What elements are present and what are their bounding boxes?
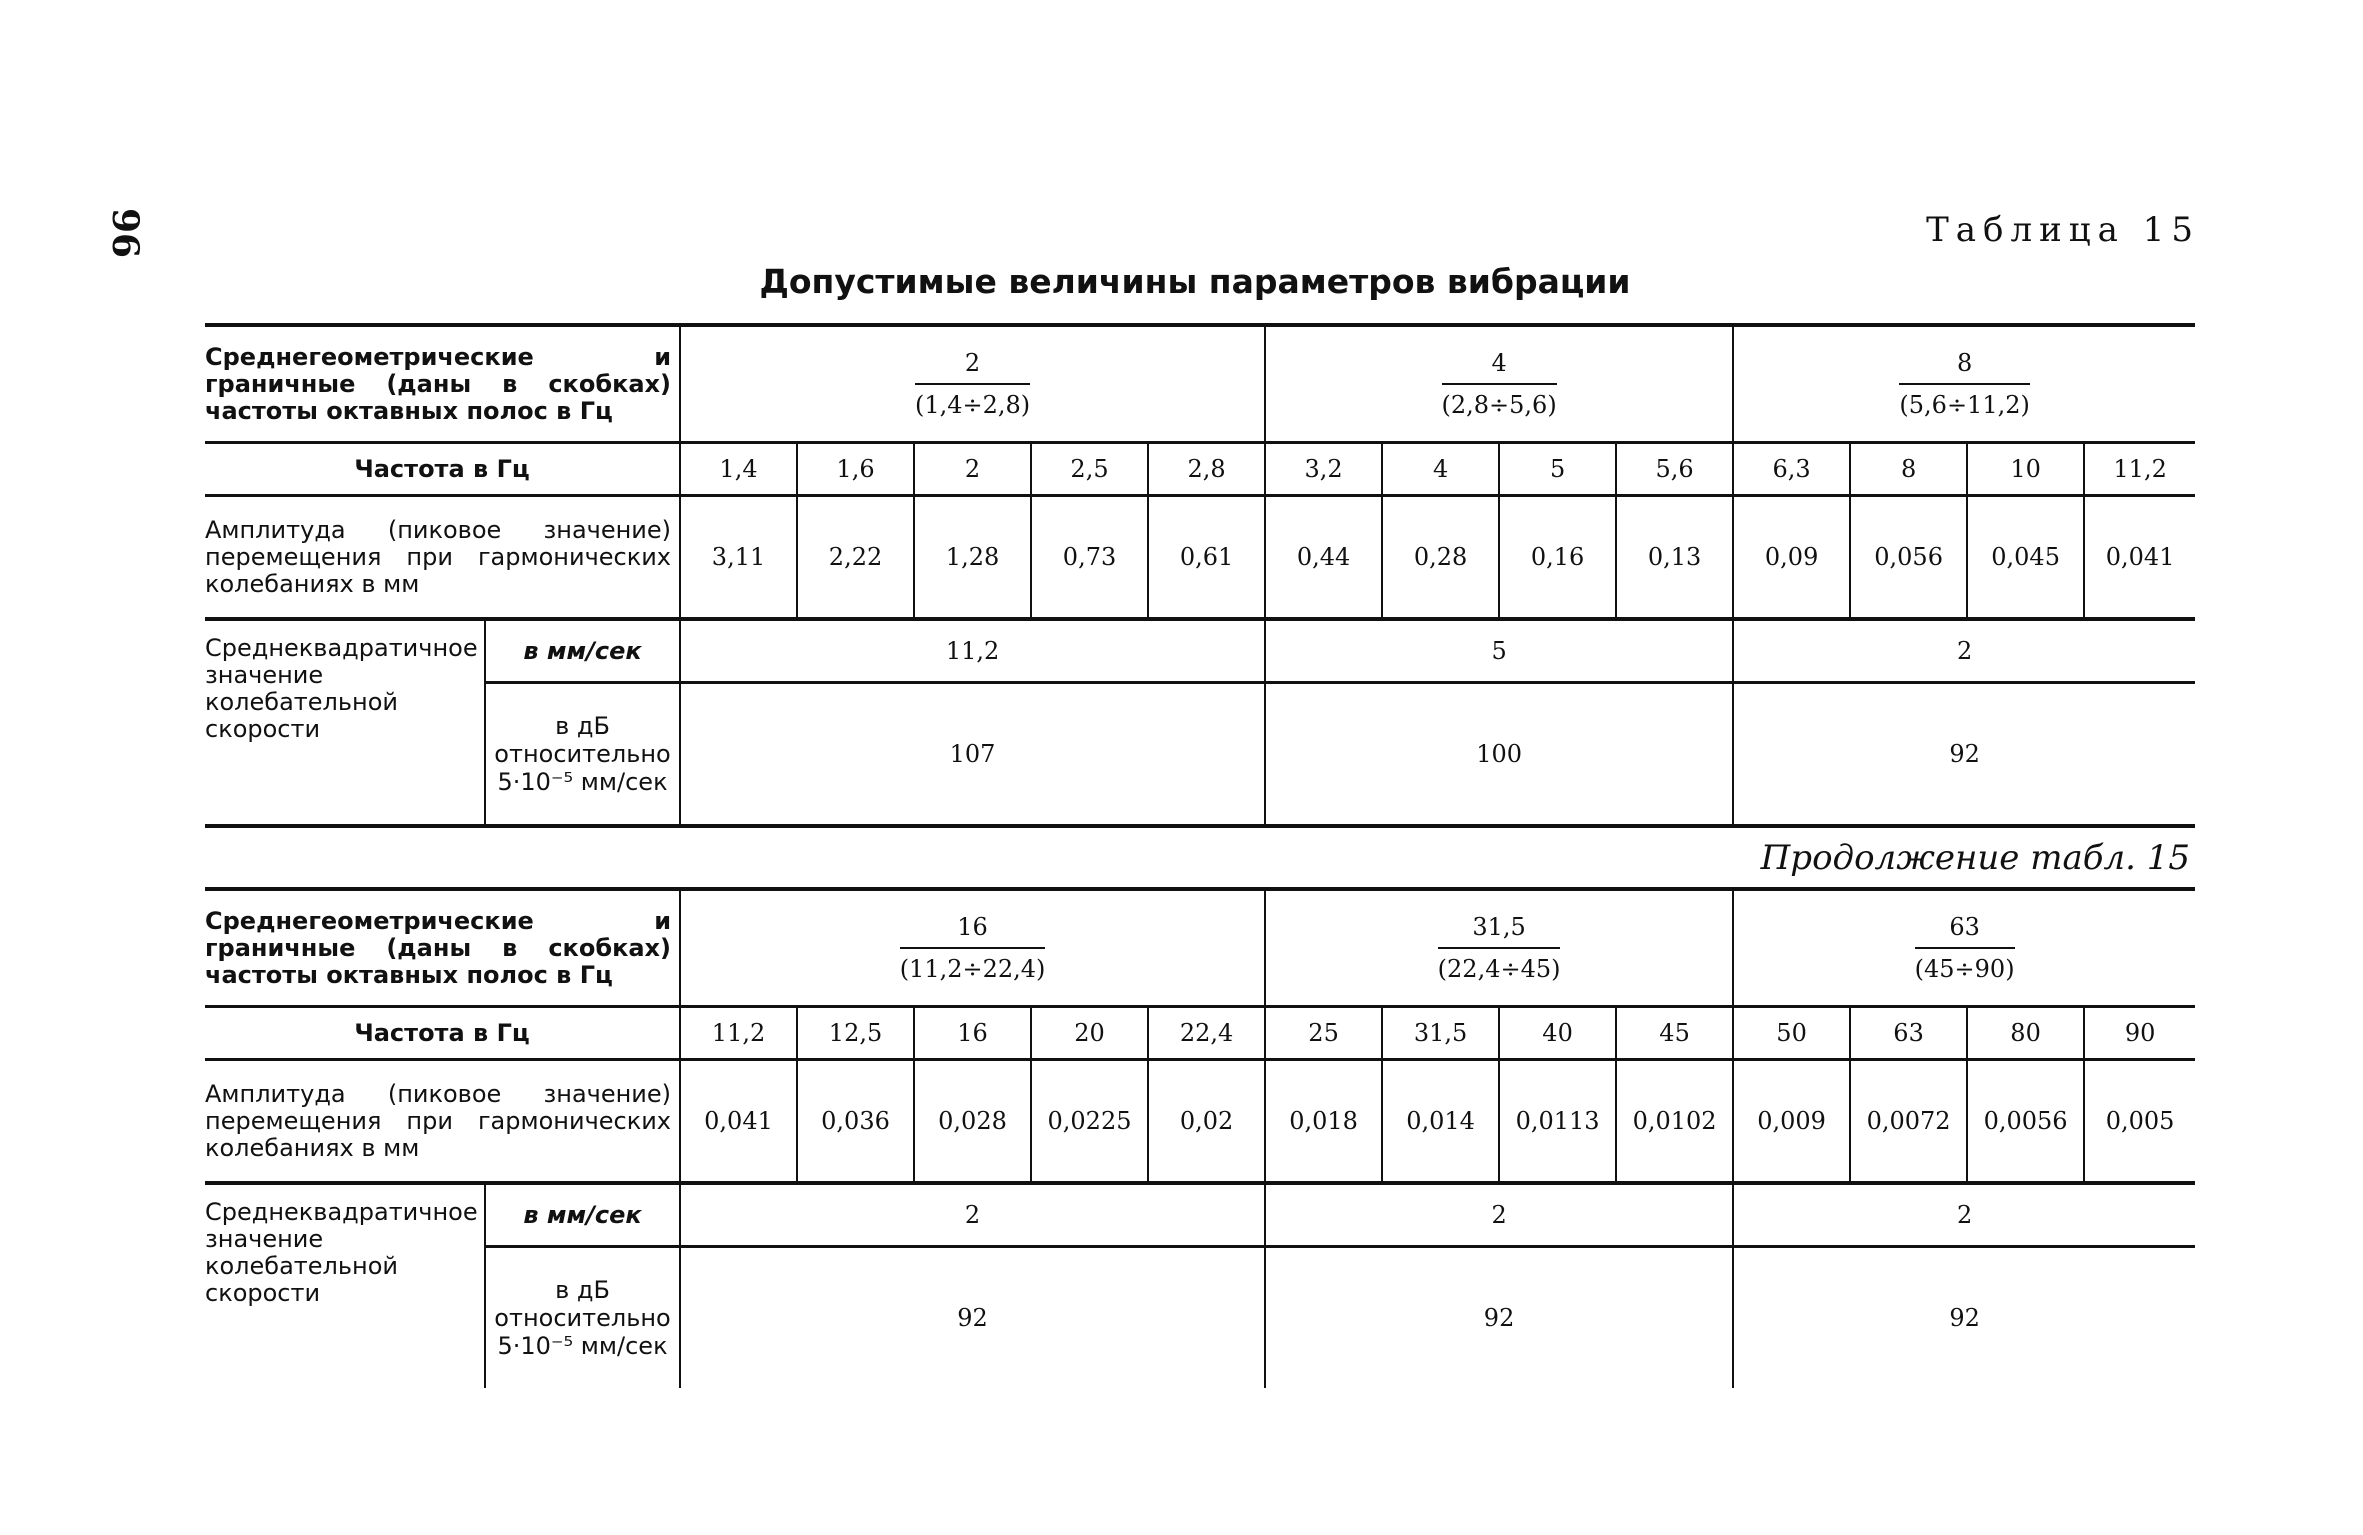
amplitude-cell: 0,44: [1265, 496, 1382, 620]
frequency-cell: 25: [1265, 1007, 1382, 1060]
velocity-db-cell: 100: [1265, 683, 1733, 827]
amplitude-cell: 0,056: [1850, 496, 1967, 620]
table-part-2: [205, 887, 2195, 1388]
amplitude-cell: 0,0072: [1850, 1060, 1967, 1184]
velocity-mm-s-cell: 5: [1265, 619, 1733, 683]
amplitude-cell: 1,28: [914, 496, 1031, 620]
amplitude-cell: 0,036: [797, 1060, 914, 1184]
table-label: Таблица 15: [1926, 210, 2200, 250]
amplitude-cell: 0,005: [2084, 1060, 2195, 1184]
amplitude-cell: 0,73: [1031, 496, 1148, 620]
frequency-cell: 5,6: [1616, 443, 1733, 496]
band-center: 31,5: [1438, 913, 1561, 949]
table-part-1: [205, 323, 2195, 828]
frequency-cell: 2,8: [1148, 443, 1265, 496]
band-range: (11,2÷22,4): [899, 955, 1046, 983]
band-fraction: [1915, 913, 2015, 983]
frequency-cell: 3,2: [1265, 443, 1382, 496]
octave-bands-label: Среднегеометрические и граничные (даны в скобках) частоты октавных полос в Гц: [205, 889, 680, 1007]
frequency-cell: 4: [1382, 443, 1499, 496]
frequency-cell: 2,5: [1031, 443, 1148, 496]
band-center: 63: [1915, 913, 2015, 949]
velocity-mm-s-cell: 2: [1733, 619, 2195, 683]
amplitude-cell: 0,16: [1499, 496, 1616, 620]
rms-velocity-label: Среднеквадратичное значение колебательной скорости: [205, 619, 485, 826]
vibration-table-2: [205, 887, 2195, 1388]
frequency-cell: 50: [1733, 1007, 1850, 1060]
amplitude-cell: 0,0056: [1967, 1060, 2084, 1184]
band-range: (5,6÷11,2): [1899, 391, 2030, 419]
frequency-cell: 40: [1499, 1007, 1616, 1060]
octave-bands-label: Среднегеометрические и граничные (даны в скобках) частоты октавных полос в Гц: [205, 325, 680, 443]
amplitude-cell: 0,0225: [1031, 1060, 1148, 1184]
velocity-db-cell: 92: [1733, 683, 2195, 827]
unit-mm-s-label: в мм/сек: [485, 619, 680, 683]
unit-db-label: в дБ относительно 5·10⁻⁵ мм/сек: [485, 683, 680, 827]
frequency-cell: 63: [1850, 1007, 1967, 1060]
frequency-cell: 10: [1967, 443, 2084, 496]
amplitude-cell: 0,045: [1967, 496, 2084, 620]
band-fraction: [900, 913, 1046, 983]
band-range: (2,8÷5,6): [1441, 391, 1557, 419]
frequency-cell: 6,3: [1733, 443, 1850, 496]
vibration-table-1: [205, 323, 2195, 828]
amplitude-label: Амплитуда (пиковое значение) перемещения при гармонических колебаниях в мм: [205, 1060, 680, 1184]
amplitude-cell: 0,02: [1148, 1060, 1265, 1184]
amplitude-cell: 0,009: [1733, 1060, 1850, 1184]
frequency-cell: 22,4: [1148, 1007, 1265, 1060]
band-cell: [1265, 325, 1733, 443]
amplitude-label: Амплитуда (пиковое значение) перемещения при гармонических колебаниях в мм: [205, 496, 680, 620]
frequency-cell: 1,4: [680, 443, 797, 496]
continuation-label: Продолжение табл. 15: [1760, 838, 2190, 878]
amplitude-cell: 0,61: [1148, 496, 1265, 620]
velocity-db-cell: 92: [680, 1247, 1265, 1389]
band-cell: [1733, 889, 2195, 1007]
band-range: (45÷90): [1914, 955, 2015, 983]
frequency-cell: 16: [914, 1007, 1031, 1060]
amplitude-cell: 0,041: [680, 1060, 797, 1184]
frequency-cell: 1,6: [797, 443, 914, 496]
amplitude-cell: 2,22: [797, 496, 914, 620]
band-fraction: [1438, 913, 1561, 983]
frequency-label: Частота в Гц: [205, 1007, 680, 1060]
page-number: 96: [104, 208, 146, 259]
band-range: (22,4÷45): [1437, 955, 1561, 983]
band-cell: [1733, 325, 2195, 443]
unit-mm-s-label: в мм/сек: [485, 1183, 680, 1247]
amplitude-cell: 0,041: [2084, 496, 2195, 620]
band-range: (1,4÷2,8): [914, 391, 1031, 419]
band-fraction: [1442, 349, 1557, 419]
band-cell: [680, 889, 1265, 1007]
band-center: 4: [1442, 349, 1557, 385]
velocity-mm-s-cell: 11,2: [680, 619, 1265, 683]
band-cell: [1265, 889, 1733, 1007]
band-cell: [680, 325, 1265, 443]
velocity-mm-s-cell: 2: [1733, 1183, 2195, 1247]
velocity-db-cell: 92: [1265, 1247, 1733, 1389]
band-fraction: [1899, 349, 2029, 419]
velocity-mm-s-cell: 2: [1265, 1183, 1733, 1247]
amplitude-cell: 3,11: [680, 496, 797, 620]
table-title: Допустимые величины параметров вибрации: [759, 262, 1631, 301]
velocity-mm-s-cell: 2: [680, 1183, 1265, 1247]
band-center: 8: [1899, 349, 2029, 385]
amplitude-cell: 0,0102: [1616, 1060, 1733, 1184]
band-center: 2: [915, 349, 1030, 385]
velocity-db-cell: 107: [680, 683, 1265, 827]
amplitude-cell: 0,0113: [1499, 1060, 1616, 1184]
amplitude-cell: 0,014: [1382, 1060, 1499, 1184]
frequency-cell: 45: [1616, 1007, 1733, 1060]
frequency-cell: 12,5: [797, 1007, 914, 1060]
frequency-cell: 90: [2084, 1007, 2195, 1060]
frequency-cell: 31,5: [1382, 1007, 1499, 1060]
amplitude-cell: 0,13: [1616, 496, 1733, 620]
frequency-label: Частота в Гц: [205, 443, 680, 496]
frequency-cell: 2: [914, 443, 1031, 496]
amplitude-cell: 0,018: [1265, 1060, 1382, 1184]
amplitude-cell: 0,028: [914, 1060, 1031, 1184]
frequency-cell: 11,2: [680, 1007, 797, 1060]
frequency-cell: 5: [1499, 443, 1616, 496]
amplitude-cell: 0,28: [1382, 496, 1499, 620]
frequency-cell: 80: [1967, 1007, 2084, 1060]
frequency-cell: 8: [1850, 443, 1967, 496]
band-center: 16: [900, 913, 1046, 949]
band-fraction: [915, 349, 1030, 419]
amplitude-cell: 0,09: [1733, 496, 1850, 620]
rms-velocity-label: Среднеквадратичное значение колебательной скорости: [205, 1183, 485, 1388]
frequency-cell: 20: [1031, 1007, 1148, 1060]
frequency-cell: 11,2: [2084, 443, 2195, 496]
velocity-db-cell: 92: [1733, 1247, 2195, 1389]
unit-db-label: в дБ относительно 5·10⁻⁵ мм/сек: [485, 1247, 680, 1389]
